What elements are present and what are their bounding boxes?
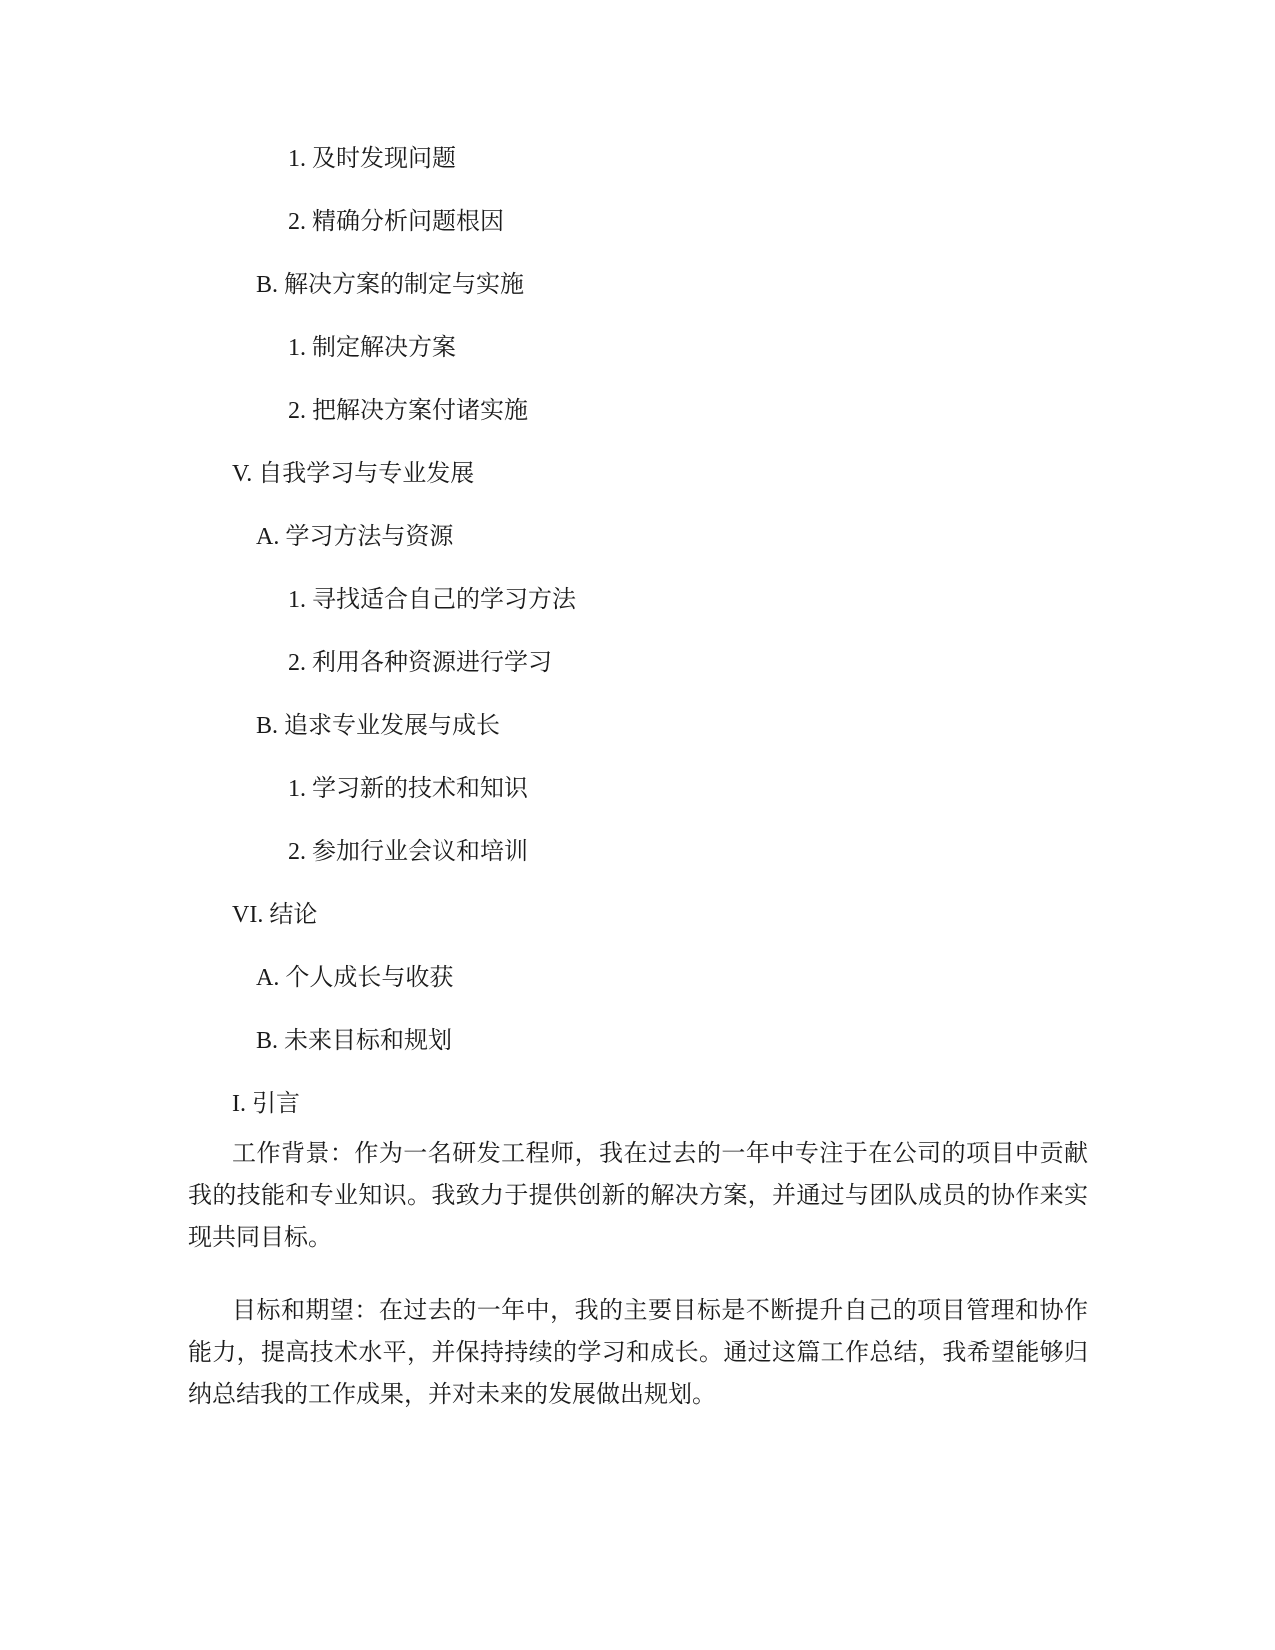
section-heading: V. 自我学习与专业发展 [232, 461, 475, 487]
outline-item: 1. 制定解决方案 [288, 335, 456, 361]
outline-heading: B. 未来目标和规划 [256, 1028, 453, 1054]
outline-heading: B. 解决方案的制定与实施 [256, 272, 525, 298]
outline-item: 2. 精确分析问题根因 [288, 209, 504, 235]
section-heading: I. 引言 [232, 1091, 300, 1117]
outline-heading: A. 学习方法与资源 [256, 524, 454, 550]
outline-heading: B. 追求专业发展与成长 [256, 713, 501, 739]
outline-item: 2. 利用各种资源进行学习 [288, 650, 552, 676]
body-paragraph-goals: 目标和期望：在过去的一年中，我的主要目标是不断提升自己的项目管理和协作能力，提高技术水平，并保持持续的学习和成长。通过这篇工作总结，我希望能够归纳总结我的工作成果，并对未来的发展做出规划。 [188, 1298, 1088, 1408]
outline-heading: A. 个人成长与收获 [256, 965, 454, 991]
outline-item: 1. 及时发现问题 [288, 146, 456, 172]
outline-item: 2. 参加行业会议和培训 [288, 839, 528, 865]
outline-item: 1. 学习新的技术和知识 [288, 776, 528, 802]
section-heading: VI. 结论 [232, 902, 318, 928]
body-paragraph-background: 工作背景：作为一名研发工程师，我在过去的一年中专注于在公司的项目中贡献我的技能和专业知识。我致力于提供创新的解决方案，并通过与团队成员的协作来实现共同目标。 [188, 1141, 1088, 1251]
outline-item: 2. 把解决方案付诸实施 [288, 398, 528, 424]
outline-item: 1. 寻找适合自己的学习方法 [288, 587, 576, 613]
